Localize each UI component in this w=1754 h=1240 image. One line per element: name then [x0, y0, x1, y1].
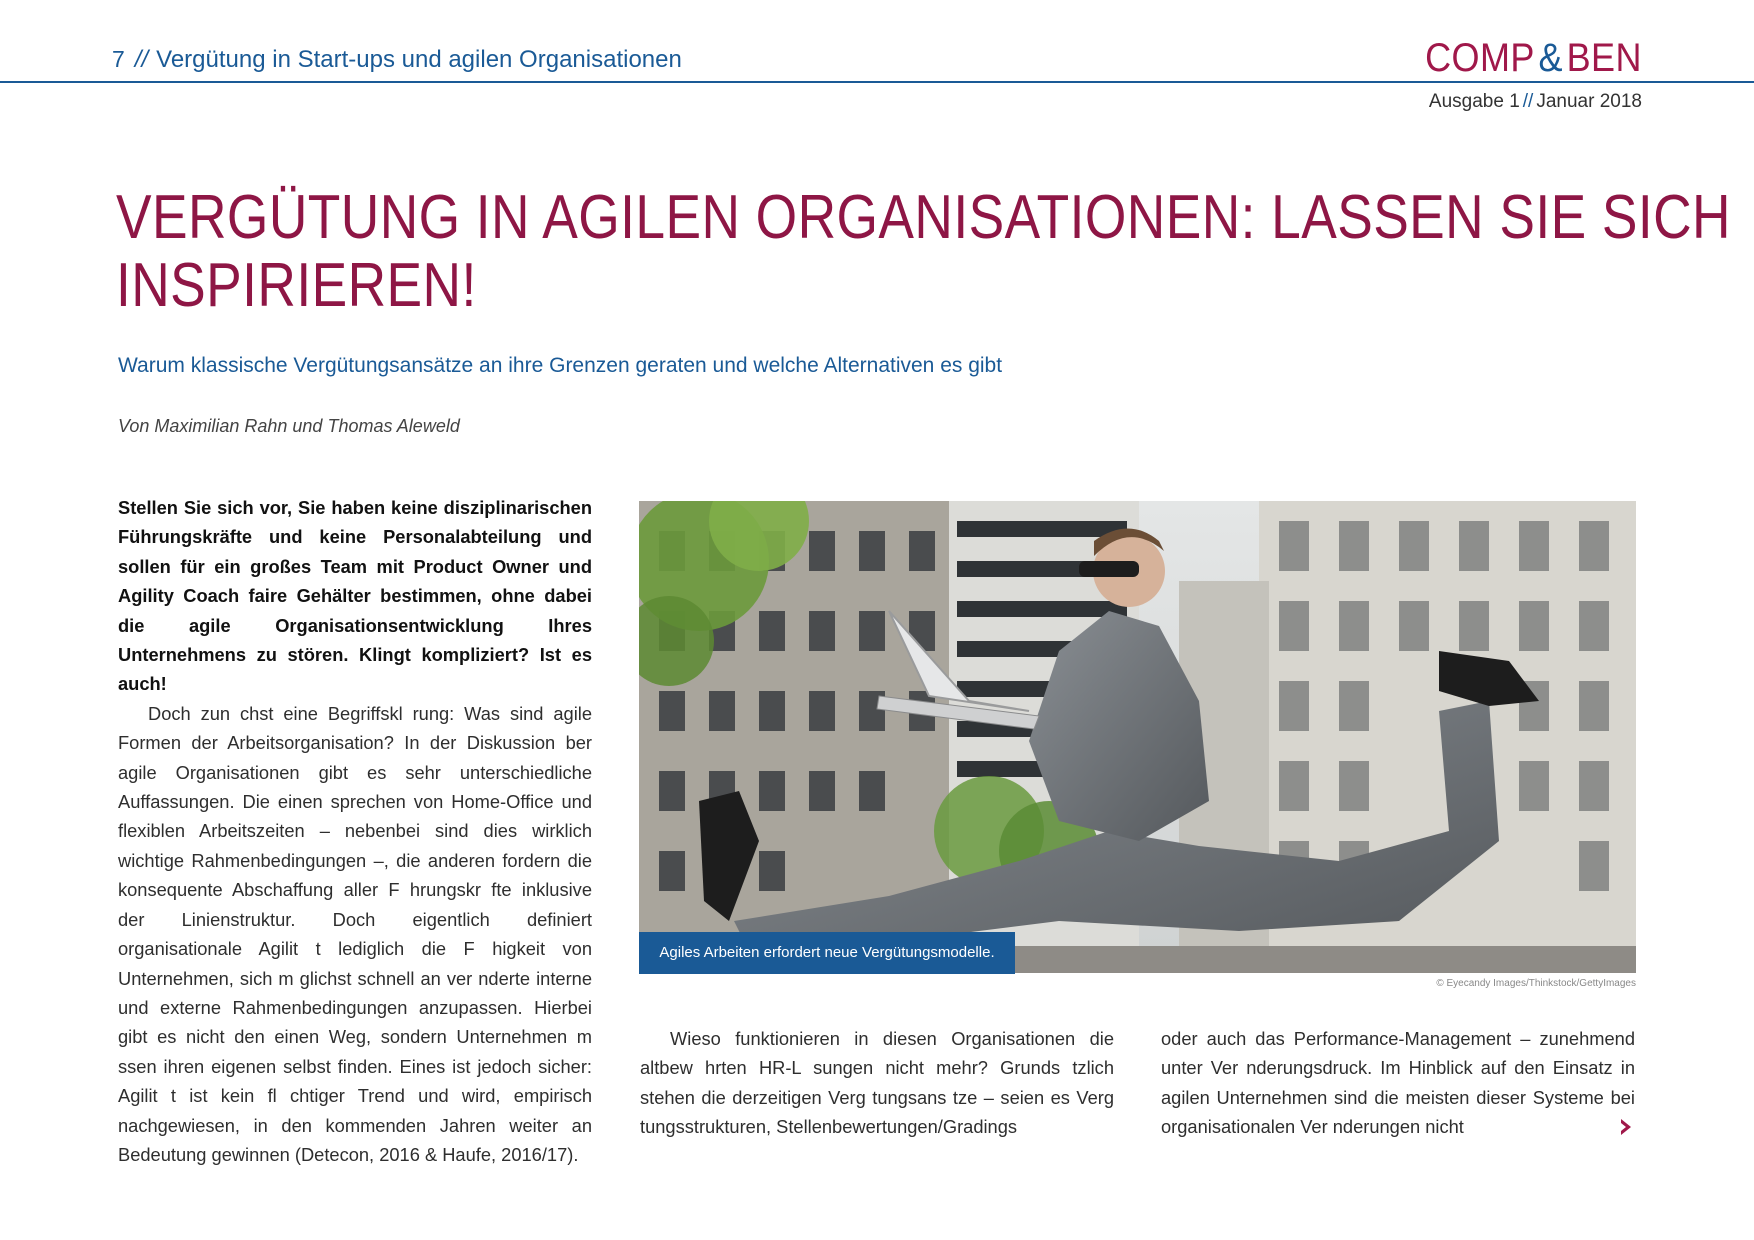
brand-right: BEN — [1566, 36, 1642, 80]
header-rule — [0, 81, 1754, 83]
article-subtitle: Warum klassische Vergütungsansätze an ihre Grenzen geraten und welche Alternativen es gibt — [118, 354, 1003, 377]
headline-line-2: INSPIRIEREN! — [116, 251, 477, 320]
issue-separator: // — [1522, 91, 1534, 112]
issue-date: Januar 2018 — [1536, 91, 1642, 112]
issue-label: Ausgabe 1 — [1428, 91, 1520, 112]
photo-illustration — [639, 501, 1636, 973]
brand-logo — [1425, 36, 1642, 81]
article-byline: Von Maximilian Rahn und Thomas Aleweld — [118, 416, 460, 436]
article-headline — [116, 183, 1731, 320]
brand-left: COMP — [1425, 36, 1535, 80]
section-title: Vergütung in Start-ups und agilen Organisationen — [156, 46, 682, 73]
lead-paragraph: Stellen Sie sich vor, Sie haben keine disziplinarischen Führungskräfte und keine Personalabteilung und sollen für ein großes Team mit Product Owner und Agility Coach faire Gehälter bestimmen, ohne dabei die agile Organisationsentwicklung Ihres Unternehmens zu stören. Klingt kompliziert? Ist es auch! — [118, 497, 592, 695]
headline-line-1: VERGÜTUNG IN AGILEN ORGANISATIONEN: LASSEN SIE SICH — [116, 183, 1731, 252]
photo-caption: Agiles Arbeiten erfordert neue Vergütungsmodelle. — [639, 932, 1015, 974]
body-paragraph-2: Wieso funktionieren in diesen Organisationen die altbew hrten HR-L sungen nicht mehr? Grunds tzlich stehen die derzeitigen Verg tungsans tze – seien es Verg tungsstrukturen, Stellenbewertungen/Gradings — [640, 1028, 1114, 1138]
brand-amp: & — [1538, 36, 1564, 80]
issue-info — [1429, 91, 1642, 113]
header-separator: // — [134, 46, 149, 73]
text-column-2 — [640, 1024, 1114, 1142]
photo-credit: © Eyecandy Images/Thinkstock/GettyImages — [1436, 978, 1636, 989]
body-paragraph-1: Doch zun chst eine Begriffskl rung: Was sind agile Formen der Arbeitsorganisation? In der Diskussion ber agile Organisationen gibt es sehr unterschiedliche Auffassungen. Die einen sprechen von Home-Office und flexiblen Arbeitszeiten – nebenbei sind dies wirklich wichtige Rahmenbedingungen –, die anderen fordern die konsequente Abschaffung aller F hrungskr fte inklusive der Linienstruktur. Doch eigentlich definiert organisationale Agilit t lediglich die F higkeit von Unternehmen, sich m glichst schnell an ver nderte interne und externe Rahmenbedingungen anzupassen. Hierbei gibt es nicht den einen Weg, sondern Unternehmen m ssen ihren eigenen selbst finden. Eines ist jedoch sicher: Agilit t ist kein fl chtiger Trend und wird, empirisch nachgewiesen, in den kommenden Jahren weiter an Bedeutung gewinnen (Detecon, 2016 & Haufe, 2016/17). — [118, 702, 592, 1165]
chevron-right-icon[interactable] — [1618, 1117, 1634, 1137]
text-column-3 — [1161, 1024, 1635, 1142]
body-paragraph-3: oder auch das Performance-Management – zunehmend unter Ver nderungsdruck. Im Hinblick auf den Einsatz in agilen Unternehmen sind die meisten dieser Systeme bei organisationalen Ver nderungen nicht — [1161, 1028, 1635, 1138]
text-column-1 — [118, 493, 592, 1169]
page-number: 7 — [112, 46, 125, 72]
article-photo — [639, 501, 1636, 973]
running-header — [112, 46, 682, 74]
